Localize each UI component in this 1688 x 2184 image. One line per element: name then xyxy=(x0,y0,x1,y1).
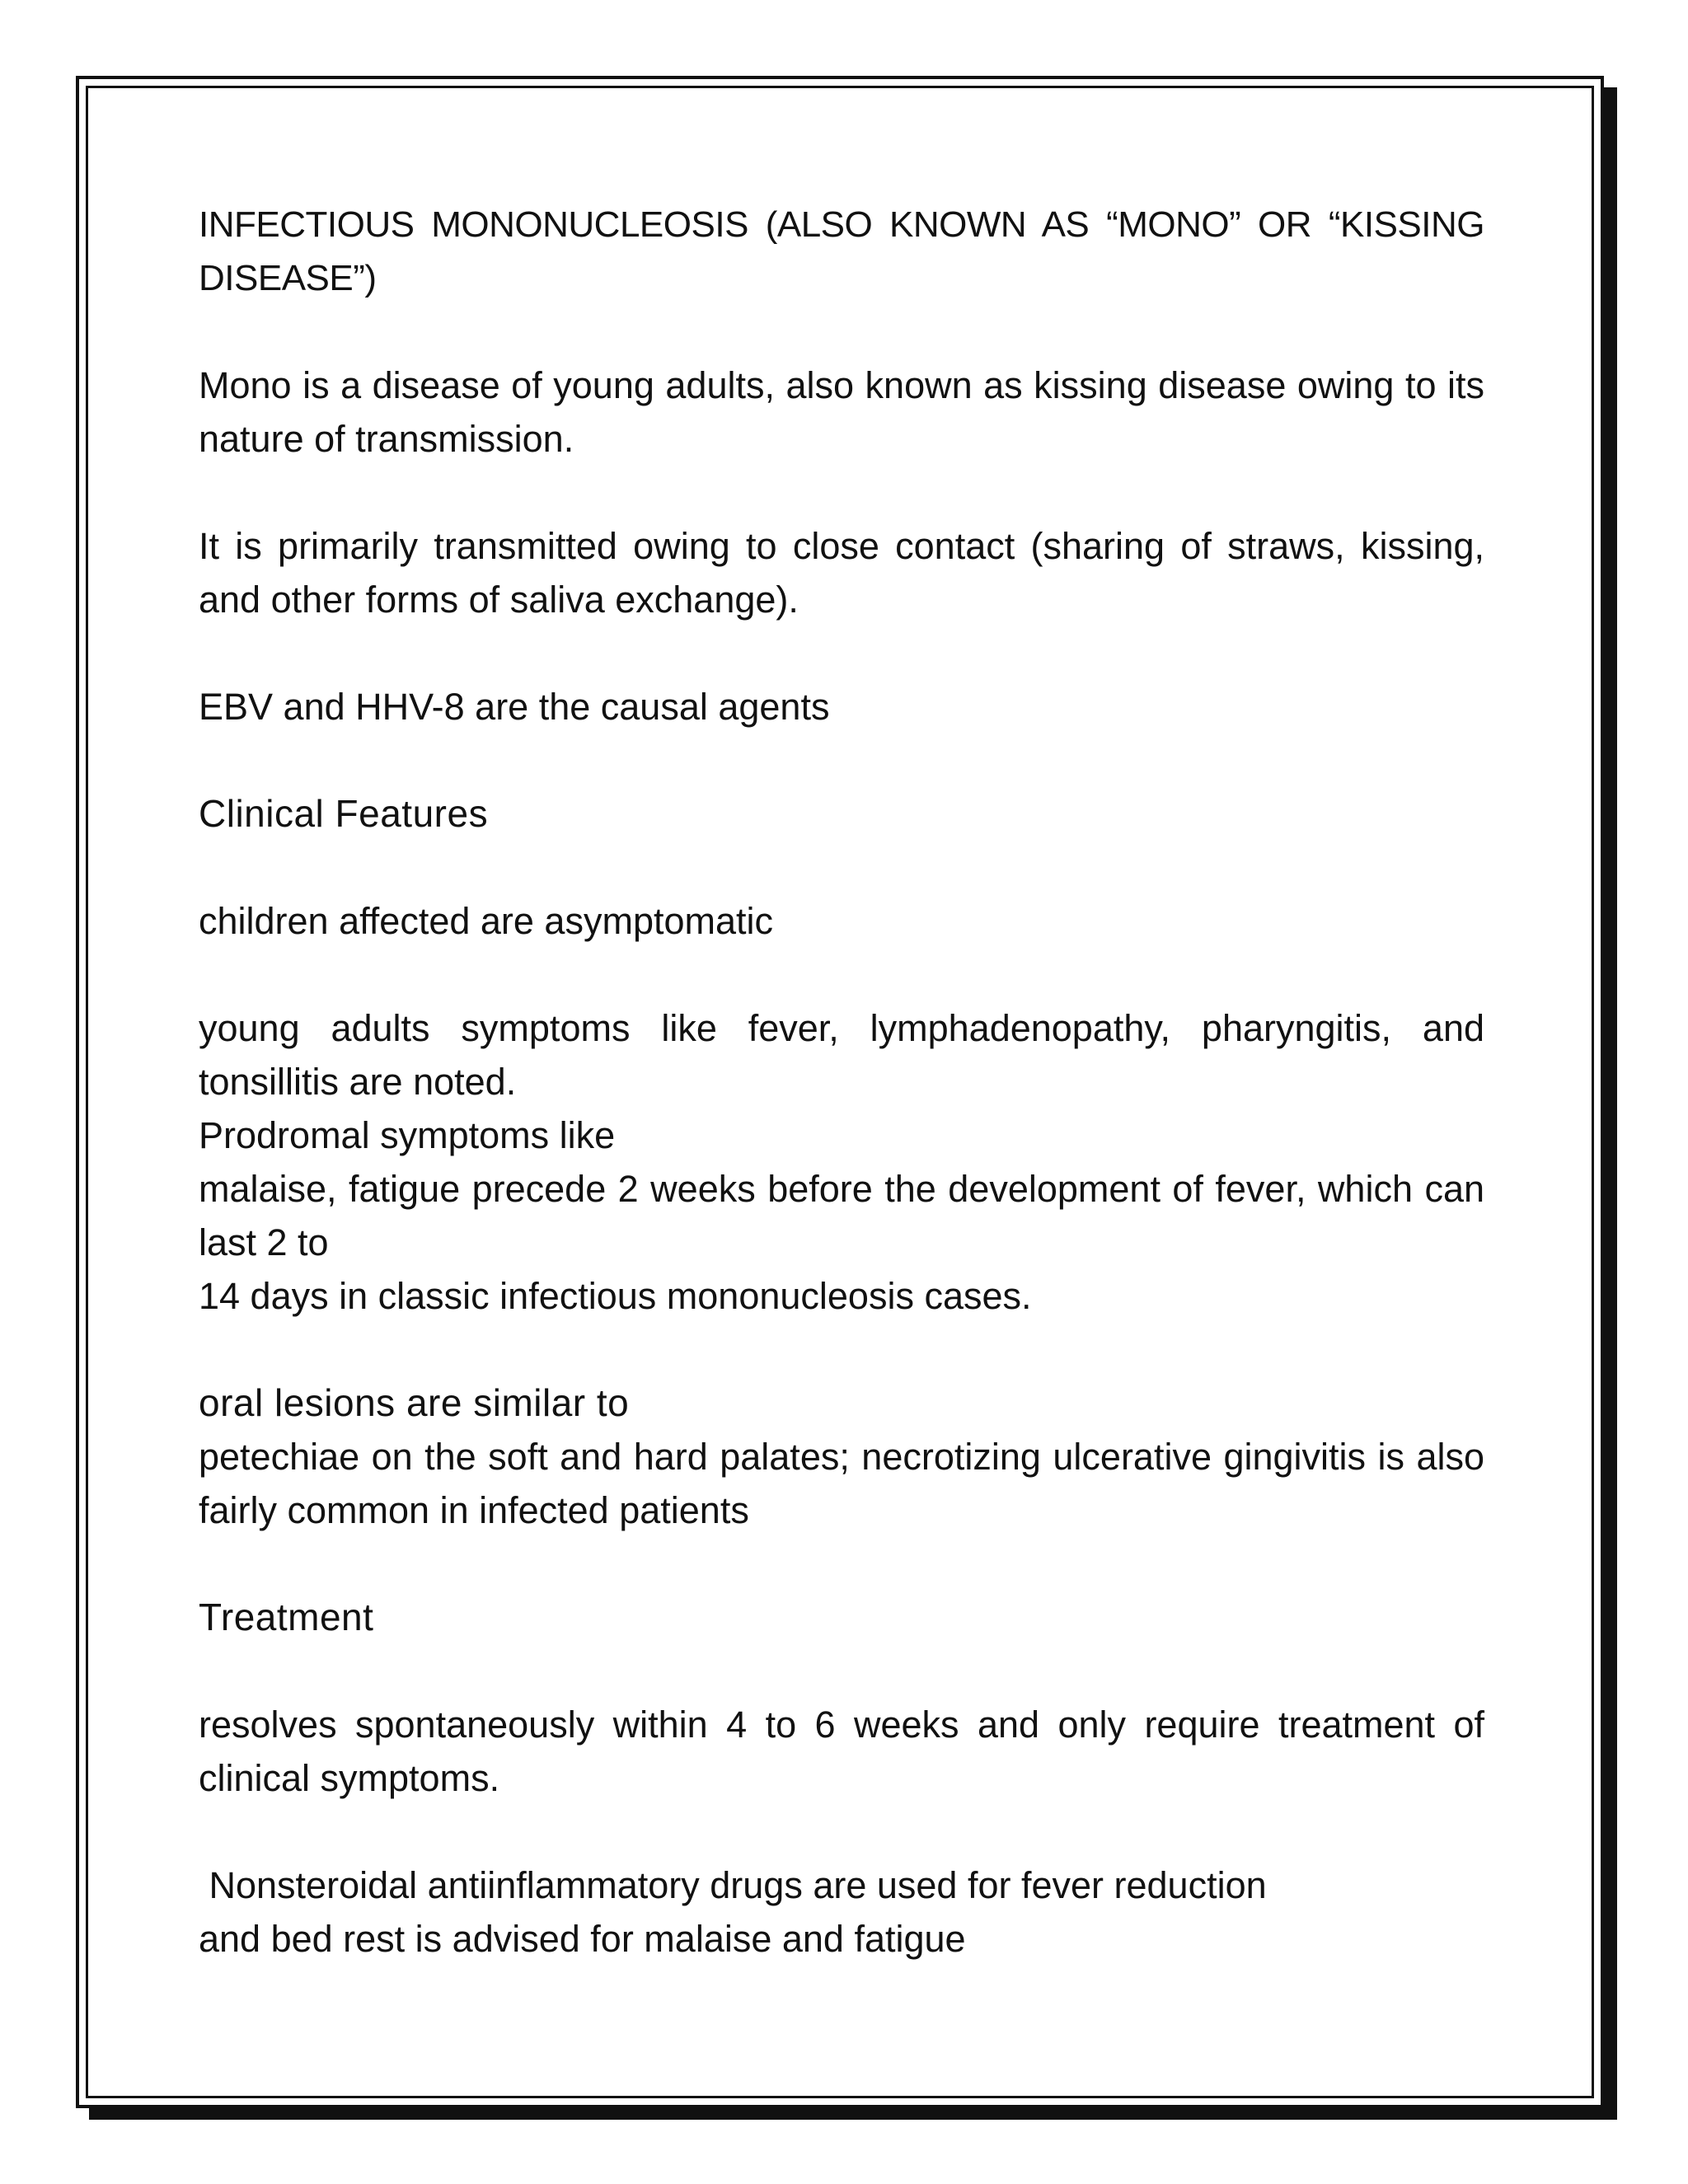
oral-lesions-text: petechiae on the soft and hard palates; necrotizing ulcerative gingivitis is also fairly common in infected patients xyxy=(199,1436,1484,1531)
treatment-paragraph-1: resolves spontaneously within 4 to 6 weeks and only require treatment of clinical symptoms. xyxy=(199,1704,1484,1799)
treatment-paragraph-2-line-2: and bed rest is advised for malaise and fatigue xyxy=(199,1918,966,1960)
prodromal-line-3: 14 days in classic infectious mononucleosis cases. xyxy=(199,1275,1032,1317)
intro-paragraph-2: It is primarily transmitted owing to close contact (sharing of straws, kissing, and other forms of saliva exchange). xyxy=(199,525,1484,621)
treatment-heading: Treatment xyxy=(199,1596,374,1638)
intro-paragraph-1: Mono is a disease of young adults, also known as kissing disease owing to its nature of transmission. xyxy=(199,364,1484,460)
young-adults-paragraph: young adults symptoms like fever, lymphadenopathy, pharyngitis, and tonsillitis are noted. xyxy=(199,1007,1484,1103)
clinical-features-heading: Clinical Features xyxy=(199,792,489,835)
oral-lesions-heading: oral lesions are similar to xyxy=(199,1381,630,1424)
intro-paragraph-3: EBV and HHV-8 are the causal agents xyxy=(199,686,830,728)
treatment-paragraph-2-line-1: Nonsteroidal antiinflammatory drugs are used for fever reduction xyxy=(199,1864,1267,1906)
document-title: INFECTIOUS MONONUCLEOSIS (ALSO KNOWN AS “MONO” OR “KISSING DISEASE”) xyxy=(199,204,1484,298)
prodromal-line-2: malaise, fatigue precede 2 weeks before the development of fever, which can last 2 to xyxy=(199,1168,1484,1263)
prodromal-line-1: Prodromal symptoms like xyxy=(199,1114,616,1156)
children-line: children affected are asymptomatic xyxy=(199,900,774,942)
document-body xyxy=(199,198,1484,1966)
